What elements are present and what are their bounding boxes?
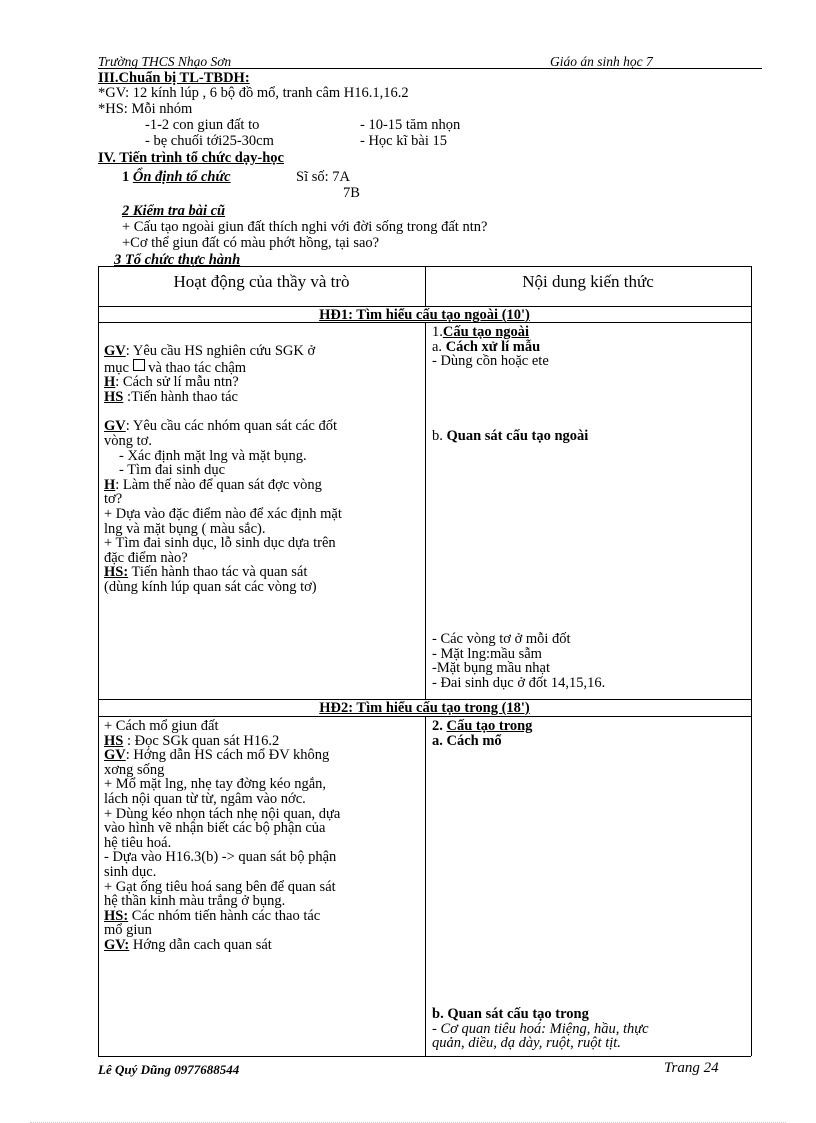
content-line: - Mặt lng:mầu sẫm [432,645,542,662]
section-num: 1. [432,324,443,340]
h-tag: H [104,476,116,493]
footer-author: Lê Quý Dũng 0977688544 [98,1062,240,1077]
paragraph: lng và mặt bụng ( màu sắc). [104,520,266,537]
hd1-left-cell [104,344,418,595]
hd1-right-cell [432,325,746,369]
h-text: : Làm thế nào để quan sát đợc vòng [115,476,322,493]
hd2-banner: HĐ2: Tìm hiểu cấu tạo trong (18') [319,700,530,716]
subsection-heading: b. Quan sát cấu tạo trong [432,1006,589,1022]
step3: 3 Tổ chức thực hành [114,252,241,268]
prep-item-2: - 10-15 tăm nhọn [360,117,461,133]
paragraph: + Dùng kéo nhọn tách nhẹ nội quan, dựa [104,805,341,822]
gv-tag: GV [104,747,126,764]
table-right-border [751,266,752,1056]
footer-page-label: Trang [664,1060,704,1076]
table-left-border [98,266,99,1056]
hd1-banner: HĐ1: Tìm hiểu cấu tạo ngoài (10') [319,307,530,323]
gv-text: : Yêu cầu HS nghiên cứu SGK ở [125,343,316,359]
footer-page-number: 24 [703,1060,719,1076]
content-line: - Đai sinh dục ở đốt 14,15,16. [432,674,606,691]
section-heading: Cấu tạo ngoài [442,324,530,340]
h-tag: H [104,374,116,391]
header-school: Trường THCS Nhạo Sơn [98,54,232,69]
gv-text: và thao tác chậm [144,359,247,376]
hs-tag: HS [104,388,124,405]
subsection-heading: Quan sát cấu tạo ngoài [446,428,589,444]
paragraph: hệ thần kinh màu trắng ở bụng. [104,893,286,910]
paragraph: + Gạt ống tiêu hoá sang bên để quan sát [104,878,336,895]
table-bottom-border [98,1056,751,1057]
hs-tag: HS: [104,564,129,581]
table-col-divider-3 [425,716,426,1056]
subsection-heading: a. Cách mổ [432,732,502,749]
paragraph: đặc điểm nào? [104,549,188,566]
paragraph: lách nội quan từ từ, ngâm vào nớc. [104,790,306,807]
prep-item-3: - bẹ chuối tới25-30cm [145,133,274,149]
hs-text: Tiến hành thao tác và quan sát [128,564,308,581]
gv-text: xơng sống [104,761,165,778]
hs-text: : Đọc SGk quan sát H16.2 [123,732,280,749]
class-7b: 7B [343,185,360,201]
list-item: - Xác định mặt lng và mặt bụng. [119,447,307,464]
paragraph: + Cách mổ giun đất [104,718,219,734]
question-1: + Cấu tạo ngoài giun đất thích nghi với đời sống trong đất ntn? [122,219,488,235]
content-line: - Các vòng tơ ở mỗi đốt [432,631,571,647]
hd2-left-cell [104,719,418,953]
prep-hs: *HS: Mỗi nhóm [98,101,193,117]
hs-tag: HS: [104,907,129,924]
prep-item-1: -1-2 con giun đất to [145,117,260,133]
hs-tag: HS [104,732,124,749]
list-item: - Tìm đai sinh dục [119,462,226,479]
hs-text: :Tiến hành thao tác [123,388,238,405]
gv-text: : Yêu cầu các nhóm quan sát các đốt [125,418,337,435]
step2: 2 Kiểm tra bài cũ [122,203,226,219]
content-line: - Cơ quan tiêu hoá: Miệng, hầu, thực [432,1020,649,1037]
gv-tag: GV [104,418,126,435]
h-text: : Cách sử lí mẫu ntn? [115,374,239,391]
process-title: IV. Tiến trình tổ chức dạy-học [98,150,284,166]
subsection-label: b. [432,428,447,444]
hd1-right-cell-b [432,429,746,444]
hs-text: (dùng kính lúp quan sát các vòng tơ) [104,578,317,595]
col-header-right: Nội dung kiến thức [522,272,654,291]
paragraph: - Dựa vào H16.3(b) -> quan sát bộ phận [104,849,337,866]
gv-text: vòng tơ. [104,432,152,449]
hs-text: mổ giun [104,922,152,939]
step1 [122,170,231,185]
paragraph: vào hình vẽ nhận biết các bộ phận của [104,820,326,837]
h-text: tơ? [104,491,123,508]
header-rule [98,68,762,69]
checkbox-square-icon [133,359,145,371]
content-line: - Dùng cồn hoặc ete [432,353,549,370]
section-num: 2. [432,718,447,734]
subsection-heading: Cách xử lí mẫu [445,338,541,355]
subsection-label: a. [432,338,446,355]
paragraph: + Mổ mặt lng, nhẹ tay đờng kéo ngắn, [104,776,327,793]
gv-tag: GV: [104,936,130,953]
table-rule [98,716,751,717]
step1-label: Ổn định tổ chức [132,169,231,185]
step1-num: 1 [122,169,133,185]
class-count: Sĩ số: 7A [296,169,350,185]
footer-page [664,1061,719,1076]
section-heading: Cấu tạo trong [446,718,533,734]
paragraph: sinh dục. [104,863,157,880]
hd2-right-cell [432,719,746,748]
hs-text: Các nhóm tiến hành các thao tác [128,907,321,924]
content-line: quản, diều, dạ dày, ruột, ruột tịt. [432,1035,621,1052]
table-col-divider-2 [425,322,426,699]
prep-item-4: - Học kĩ bài 15 [360,133,447,149]
gv-text: Hớng dẫn cach quan sát [129,936,272,953]
prep-gv: *GV: 12 kính lúp , 6 bộ đồ mổ, tranh câm H16.1,16.2 [98,85,409,101]
hd1-right-results [432,632,746,690]
prep-title: III.Chuẩn bị TL-TBDH: [98,70,250,86]
paragraph: + Tìm đai sinh dục, lỗ sinh dục dựa trên [104,535,336,552]
gv-tag: GV [104,343,126,359]
hd2-right-cell-b [432,1007,746,1051]
col-header-left: Hoạt động của thầy và trò [173,272,350,291]
header-subject: Giáo án sinh học 7 [550,54,653,69]
question-2: +Cơ thể giun đất có màu phớt hồng, tại sao? [122,235,380,251]
content-line: -Mặt bụng mầu nhạt [432,660,550,677]
gv-text: : Hớng dẫn HS cách mổ ĐV không [125,747,330,764]
paragraph: hệ tiêu hoá. [104,834,172,851]
gv-text: mục [104,359,133,376]
paragraph: + Dựa vào đặc điểm nào để xác định mặt [104,505,342,522]
